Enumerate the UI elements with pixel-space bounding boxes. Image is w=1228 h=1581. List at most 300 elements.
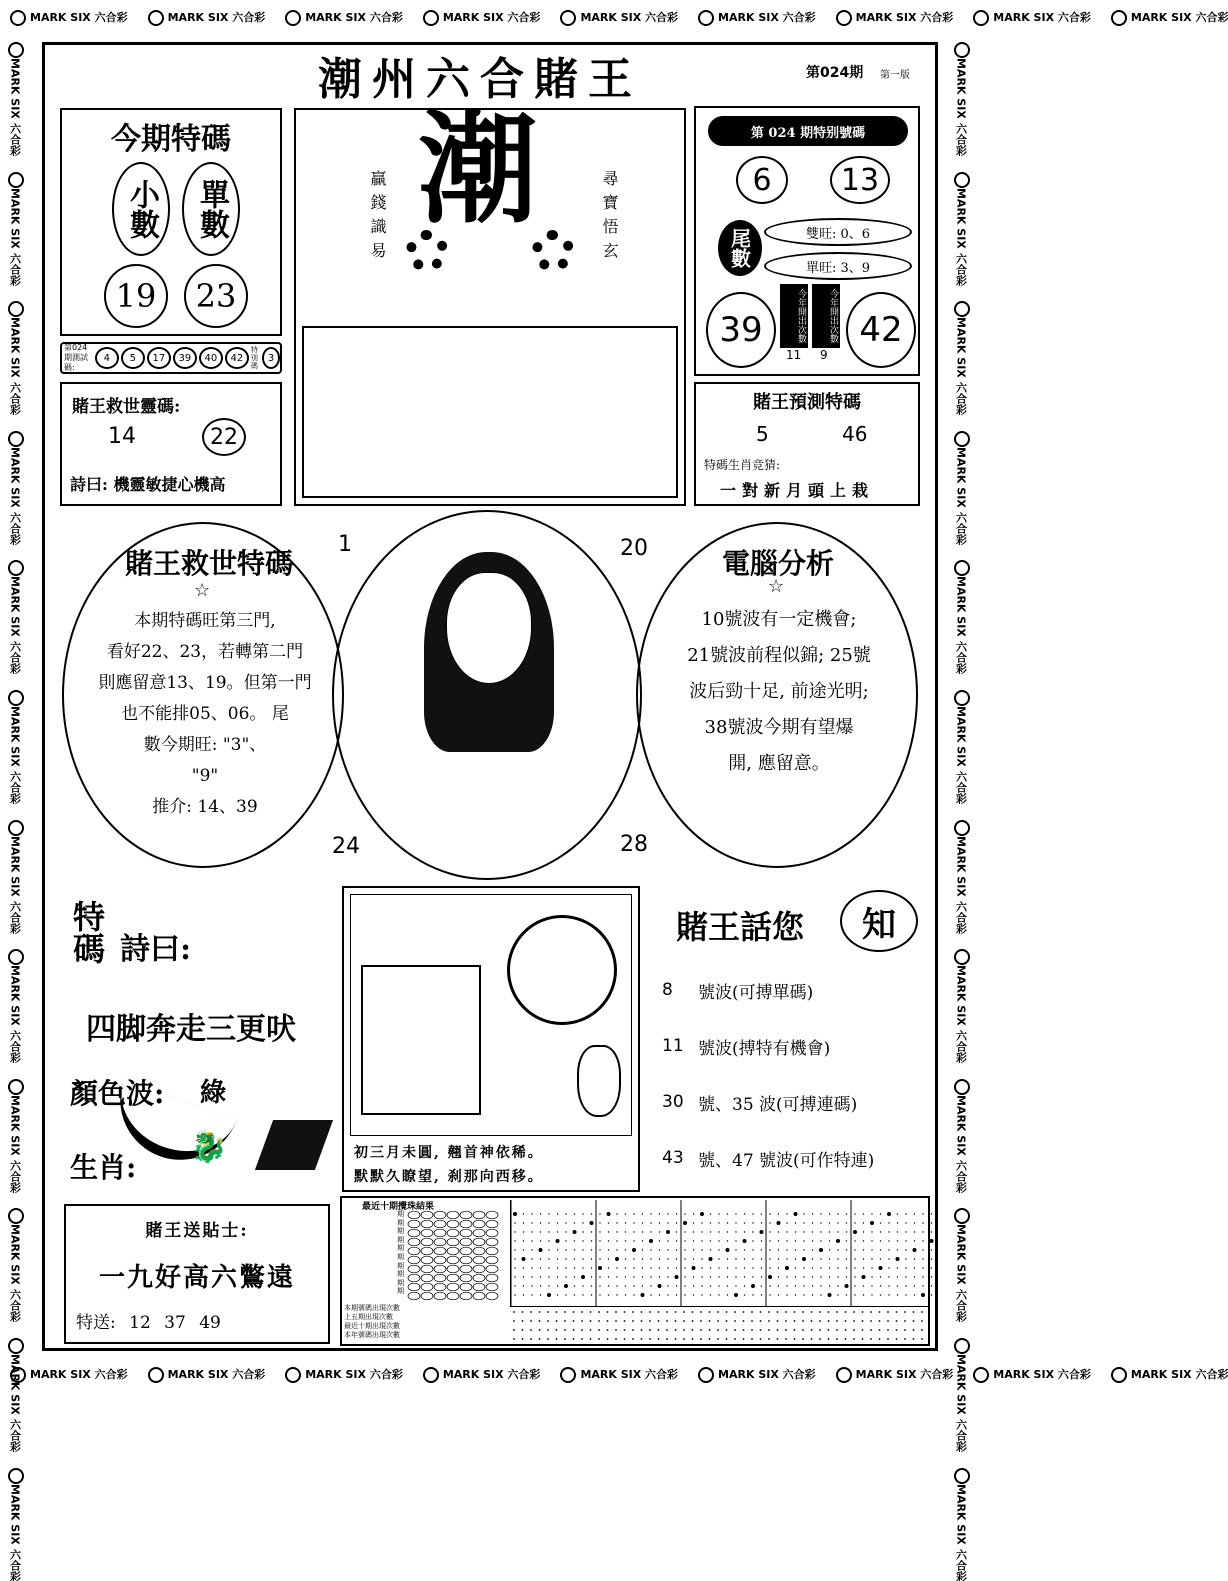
- ball-placeholder: [421, 1274, 433, 1282]
- dog-icon: 🐉: [190, 1130, 228, 1165]
- ball-placeholder: [421, 1229, 433, 1237]
- grid-dot: [684, 1231, 685, 1232]
- ball-placeholder: [434, 1274, 446, 1282]
- grid-dot: [752, 1294, 753, 1295]
- grid-dot: [922, 1231, 923, 1232]
- grid-dot: [778, 1213, 779, 1214]
- ball-placeholder: [473, 1265, 485, 1273]
- grid-dot: [650, 1213, 651, 1214]
- grid-dot: [880, 1258, 881, 1259]
- corner-number-28: 28: [620, 832, 648, 857]
- grid-dot: [846, 1222, 847, 1223]
- footer-dot: [641, 1311, 643, 1313]
- grid-dot: [761, 1285, 762, 1286]
- advice-item: [662, 1074, 924, 1130]
- grid-dot: [854, 1276, 855, 1277]
- flower-icon: [8, 301, 24, 317]
- flower-icon: [954, 820, 970, 836]
- flower-icon: [698, 10, 714, 26]
- grid-dot: [931, 1267, 932, 1268]
- grid-dot: [718, 1294, 719, 1295]
- test-code-label: 第024期測試碼:: [64, 343, 88, 372]
- grid-dot: [625, 1294, 626, 1295]
- grid-dot: [819, 1248, 823, 1252]
- color-value: 綠: [200, 1078, 227, 1108]
- grid-dot: [820, 1240, 821, 1241]
- footer-dot: [717, 1320, 719, 1322]
- grid-dot: [582, 1285, 583, 1286]
- grid-dot: [761, 1267, 762, 1268]
- corner-number-1: 1: [338, 532, 352, 557]
- grid-dot: [752, 1249, 753, 1250]
- test-number: 42: [225, 347, 249, 369]
- grid-dot: [701, 1285, 702, 1286]
- grid-dot: [914, 1294, 915, 1295]
- grid-dot: [727, 1231, 728, 1232]
- grid-dot: [599, 1213, 600, 1214]
- grid-dot: [922, 1240, 923, 1241]
- border-logo: MARK SIX 六合彩: [148, 9, 266, 26]
- grid-dot: [829, 1276, 830, 1277]
- footer-dot: [513, 1311, 515, 1313]
- results-row-label: 期: [397, 1244, 404, 1253]
- grid-dot: [922, 1276, 923, 1277]
- grid-dot: [905, 1240, 906, 1241]
- grid-dot: [752, 1231, 753, 1232]
- footer-dot: [649, 1320, 651, 1322]
- border-logo: MARK SIX 六合彩: [7, 690, 28, 804]
- footer-dot: [751, 1320, 753, 1322]
- grid-dot: [870, 1221, 874, 1225]
- grid-dot: [863, 1267, 864, 1268]
- footer-dot: [862, 1320, 864, 1322]
- grid-dot: [608, 1240, 609, 1241]
- advice-badge: 知: [840, 890, 918, 952]
- results-footer-label: 本期號碼出現次數: [344, 1304, 400, 1312]
- grid-dot: [548, 1276, 549, 1277]
- right-star-icon: ☆: [768, 576, 785, 597]
- grid-dot: [914, 1222, 915, 1223]
- grid-dot: [607, 1212, 611, 1216]
- flower-icon: [954, 301, 970, 317]
- results-row-label: 期: [397, 1252, 404, 1261]
- footer-dot: [649, 1329, 651, 1331]
- border-logo: MARK SIX 六合彩: [973, 1366, 1091, 1383]
- grid-dot: [769, 1240, 770, 1241]
- results-footer-label: 最近十期出現次數: [344, 1322, 400, 1330]
- footer-dot: [564, 1320, 566, 1322]
- grid-dot: [718, 1267, 719, 1268]
- grid-dot: [642, 1285, 643, 1286]
- grid-dot: [557, 1231, 558, 1232]
- grid-dot: [514, 1240, 515, 1241]
- grid-dot: [590, 1221, 594, 1225]
- footer-dot: [522, 1320, 524, 1322]
- footer-dot: [811, 1320, 813, 1322]
- grid-dot: [531, 1249, 532, 1250]
- grid-dot: [871, 1285, 872, 1286]
- oval-text-line: 開, 應留意。: [728, 753, 830, 774]
- grid-dot: [616, 1276, 617, 1277]
- grid-dot: [862, 1275, 866, 1279]
- footer-dot: [904, 1338, 906, 1340]
- grid-dot: [710, 1222, 711, 1223]
- grid-dot: [608, 1276, 609, 1277]
- grid-dot: [778, 1240, 779, 1241]
- footer-dot: [751, 1338, 753, 1340]
- grid-dot: [802, 1257, 806, 1261]
- ball-placeholder: [408, 1274, 420, 1282]
- grid-dot: [786, 1231, 787, 1232]
- footer-dot: [539, 1320, 541, 1322]
- ball-placeholder: [486, 1229, 498, 1237]
- border-logo: MARK SIX 六合彩: [1111, 1366, 1228, 1383]
- footer-dot: [913, 1338, 915, 1340]
- grid-dot: [557, 1276, 558, 1277]
- grid-dot: [931, 1294, 932, 1295]
- border-logo: MARK SIX 六合彩: [7, 42, 28, 156]
- grid-dot: [676, 1267, 677, 1268]
- grid-dot: [513, 1212, 517, 1216]
- grid-dot: [574, 1213, 575, 1214]
- ball-placeholder: [460, 1247, 472, 1255]
- grid-dot: [659, 1213, 660, 1214]
- footer-dot: [794, 1338, 796, 1340]
- ball-placeholder: [473, 1274, 485, 1282]
- grid-dot: [565, 1249, 566, 1250]
- flower-icon: [8, 560, 24, 576]
- border-logo: MARK SIX 六合彩: [953, 431, 974, 545]
- grid-dot: [795, 1249, 796, 1250]
- flower-icon: [560, 1367, 576, 1383]
- grid-dot: [556, 1239, 560, 1243]
- grid-dot: [523, 1231, 524, 1232]
- footer-dot: [802, 1311, 804, 1313]
- grid-dot: [744, 1213, 745, 1214]
- grid-dot: [905, 1276, 906, 1277]
- flower-icon: [698, 1367, 714, 1383]
- grid-dot: [829, 1258, 830, 1259]
- footer-dot: [539, 1338, 541, 1340]
- grid-dot: [633, 1222, 634, 1223]
- special-label: 特碼: [68, 900, 106, 964]
- grid-dot: [608, 1258, 609, 1259]
- grid-dot: [914, 1213, 915, 1214]
- grid-dot: [829, 1240, 830, 1241]
- grid-dot: [642, 1267, 643, 1268]
- oval-text-line: 則應留意13、19。但第一門: [98, 673, 312, 693]
- footer-dot: [904, 1320, 906, 1322]
- grid-dot: [930, 1239, 934, 1243]
- grid-dot: [922, 1258, 923, 1259]
- grid-dot: [718, 1240, 719, 1241]
- footer-dot: [581, 1338, 583, 1340]
- grid-dot: [829, 1285, 830, 1286]
- footer-dot: [692, 1320, 694, 1322]
- grid-dot: [709, 1257, 713, 1261]
- grid-dot: [632, 1248, 636, 1252]
- ball-placeholder: [421, 1292, 433, 1300]
- grid-dot: [761, 1276, 762, 1277]
- border-logo: MARK SIX 六合彩: [7, 820, 28, 934]
- footer-dot: [607, 1320, 609, 1322]
- grid-dot: [727, 1267, 728, 1268]
- footer-dot: [726, 1311, 728, 1313]
- grid-dot: [778, 1258, 779, 1259]
- advice-number: 43: [662, 1148, 684, 1168]
- grid-dot: [615, 1257, 619, 1261]
- grid-dot: [760, 1230, 764, 1234]
- footer-dot: [615, 1311, 617, 1313]
- flower-icon: [285, 10, 301, 26]
- advice-text: 號波(搏特有機會): [698, 1038, 831, 1059]
- grid-dot: [667, 1294, 668, 1295]
- border-logo: MARK SIX 六合彩: [953, 1338, 974, 1452]
- grid-dot: [837, 1276, 838, 1277]
- footer-dot: [709, 1320, 711, 1322]
- footer-dot: [836, 1338, 838, 1340]
- grid-dot: [837, 1222, 838, 1223]
- ball-placeholder: [434, 1256, 446, 1264]
- grid-dot: [565, 1258, 566, 1259]
- corner-number-24: 24: [332, 834, 360, 859]
- tip-text: 一九好高六鷩遠: [98, 1263, 295, 1293]
- grid-dot: [880, 1213, 881, 1214]
- grid-dot: [693, 1258, 694, 1259]
- grid-dot: [531, 1213, 532, 1214]
- grid-dot: [531, 1231, 532, 1232]
- footer-dot: [658, 1320, 660, 1322]
- grid-dot: [642, 1240, 643, 1241]
- ball-placeholder: [434, 1247, 446, 1255]
- grid-dot: [752, 1213, 753, 1214]
- moon-window: [507, 915, 617, 1025]
- ball-placeholder: [408, 1292, 420, 1300]
- grid-dot: [574, 1267, 575, 1268]
- results-row-label: 期: [397, 1270, 404, 1279]
- grid-dot: [548, 1249, 549, 1250]
- grid-dot: [523, 1294, 524, 1295]
- ball-placeholder: [408, 1256, 420, 1264]
- count-label-1: 今年開出次數: [780, 284, 808, 348]
- footer-dot: [777, 1311, 779, 1313]
- center-big-char: 潮: [418, 99, 538, 240]
- grid-dot: [922, 1249, 923, 1250]
- grid-dot: [863, 1213, 864, 1214]
- flower-icon: [1111, 1367, 1127, 1383]
- grid-dot: [769, 1249, 770, 1250]
- footer-dot: [666, 1311, 668, 1313]
- grid-dot: [548, 1285, 549, 1286]
- grid-dot: [752, 1267, 753, 1268]
- flower-icon: [8, 820, 24, 836]
- bottom-right-number: 42: [846, 292, 916, 368]
- results-balls-svg: [406, 1210, 506, 1302]
- grid-dot: [565, 1222, 566, 1223]
- footer-dot: [913, 1320, 915, 1322]
- grid-dot: [853, 1230, 857, 1234]
- grid-dot: [633, 1258, 634, 1259]
- left-coin-icon: [406, 230, 448, 272]
- grid-dot: [547, 1293, 551, 1297]
- grid-dot: [803, 1276, 804, 1277]
- grid-dot: [769, 1258, 770, 1259]
- special-number-2: 23: [184, 264, 248, 328]
- tip-box: [64, 1204, 330, 1344]
- grid-dot: [803, 1222, 804, 1223]
- grid-dot: [803, 1285, 804, 1286]
- grid-dot: [599, 1276, 600, 1277]
- grid-dot: [514, 1294, 515, 1295]
- center-right-text: 尋寶悟玄: [600, 170, 619, 266]
- grid-dot: [795, 1294, 796, 1295]
- footer-dot: [615, 1320, 617, 1322]
- footer-dot: [870, 1338, 872, 1340]
- flower-icon: [148, 1367, 164, 1383]
- footer-dot: [853, 1338, 855, 1340]
- border-logo: MARK SIX 六合彩: [10, 9, 128, 26]
- footer-dot: [717, 1329, 719, 1331]
- grid-dot: [829, 1231, 830, 1232]
- grid-dot: [565, 1213, 566, 1214]
- grid-dot: [633, 1285, 634, 1286]
- grid-dot: [710, 1231, 711, 1232]
- footer-dot: [590, 1329, 592, 1331]
- flower-icon: [954, 42, 970, 58]
- grid-dot: [863, 1249, 864, 1250]
- grid-dot: [803, 1231, 804, 1232]
- grid-dot: [548, 1240, 549, 1241]
- footer-dot: [887, 1338, 889, 1340]
- grid-dot: [625, 1258, 626, 1259]
- grid-dot: [591, 1276, 592, 1277]
- bottom-left-number: 39: [706, 292, 776, 368]
- grid-dot: [641, 1293, 645, 1297]
- grid-dot: [693, 1276, 694, 1277]
- footer-dot: [743, 1338, 745, 1340]
- grid-dot: [676, 1294, 677, 1295]
- border-logo: MARK SIX 六合彩: [148, 1366, 266, 1383]
- grid-dot: [659, 1240, 660, 1241]
- ball-placeholder: [486, 1292, 498, 1300]
- grid-dot: [880, 1285, 881, 1286]
- grid-dot: [871, 1276, 872, 1277]
- test-special-label: 特別碼: [250, 346, 258, 370]
- grid-dot: [676, 1258, 677, 1259]
- grid-dot: [659, 1249, 660, 1250]
- grid-dot: [514, 1258, 515, 1259]
- grid-dot: [769, 1213, 770, 1214]
- grid-dot: [846, 1231, 847, 1232]
- grid-dot: [829, 1249, 830, 1250]
- results-footer-svg: [510, 1307, 928, 1345]
- ball-placeholder: [447, 1283, 459, 1291]
- footer-dot: [785, 1320, 787, 1322]
- grid-dot: [633, 1231, 634, 1232]
- grid-dot: [557, 1258, 558, 1259]
- footer-dot: [734, 1329, 736, 1331]
- advice-text: 號、35 波(可搏連碼): [698, 1094, 858, 1115]
- grid-dot: [828, 1293, 832, 1297]
- footer-dot: [777, 1338, 779, 1340]
- portrait-face: [446, 572, 532, 684]
- grid-dot: [837, 1267, 838, 1268]
- grid-dot: [574, 1285, 575, 1286]
- grid-dot: [727, 1285, 728, 1286]
- grid-dot: [693, 1240, 694, 1241]
- grid-dot: [710, 1294, 711, 1295]
- grid-dot: [871, 1240, 872, 1241]
- footer-dot: [811, 1329, 813, 1331]
- footer-dot: [547, 1329, 549, 1331]
- footer-dot: [760, 1320, 762, 1322]
- grid-dot: [871, 1249, 872, 1250]
- results-row-label: 期: [397, 1278, 404, 1287]
- border-logo: MARK SIX 六合彩: [560, 1366, 678, 1383]
- grid-dot: [803, 1294, 804, 1295]
- border-logo: MARK SIX 六合彩: [836, 1366, 954, 1383]
- footer-dot: [896, 1338, 898, 1340]
- grid-dot: [684, 1267, 685, 1268]
- grid-dot: [769, 1231, 770, 1232]
- footer-dot: [768, 1320, 770, 1322]
- ball-placeholder: [486, 1238, 498, 1246]
- grid-dot: [599, 1258, 600, 1259]
- grid-dot: [548, 1222, 549, 1223]
- grid-dot: [676, 1240, 677, 1241]
- ball-placeholder: [460, 1229, 472, 1237]
- footer-dot: [828, 1320, 830, 1322]
- grid-dot: [523, 1285, 524, 1286]
- grid-dot: [675, 1275, 679, 1279]
- grid-dot: [914, 1285, 915, 1286]
- ball-placeholder: [473, 1247, 485, 1255]
- footer-dot: [870, 1320, 872, 1322]
- issue-number: 第024期: [806, 65, 864, 81]
- footer-dot: [734, 1311, 736, 1313]
- test-code-row: [60, 342, 282, 374]
- grid-dot: [888, 1231, 889, 1232]
- grid-dot: [897, 1240, 898, 1241]
- grid-dot: [658, 1284, 662, 1288]
- footer-dot: [921, 1311, 923, 1313]
- footer-dot: [760, 1311, 762, 1313]
- flower-icon: [560, 10, 576, 26]
- footer-dot: [547, 1338, 549, 1340]
- ball-placeholder: [408, 1211, 420, 1219]
- border-logo: MARK SIX 六合彩: [953, 301, 974, 415]
- grid-dot: [837, 1213, 838, 1214]
- grid-dot: [914, 1267, 915, 1268]
- grid-dot: [574, 1222, 575, 1223]
- grid-dot: [914, 1240, 915, 1241]
- grid-dot: [931, 1258, 932, 1259]
- left-oval-title: 賭王救世特碼: [124, 547, 293, 580]
- ball-placeholder: [434, 1283, 446, 1291]
- grid-dot: [812, 1285, 813, 1286]
- footer-dot: [870, 1311, 872, 1313]
- grid-dot: [540, 1231, 541, 1232]
- footer-dot: [896, 1320, 898, 1322]
- grid-dot: [812, 1258, 813, 1259]
- oval-text-line: 波后勁十足, 前途光明;: [689, 681, 869, 702]
- footer-dot: [921, 1320, 923, 1322]
- grid-dot: [701, 1249, 702, 1250]
- test-number: 39: [173, 347, 197, 369]
- grid-dot: [905, 1249, 906, 1250]
- grid-dot: [914, 1258, 915, 1259]
- grid-dot: [778, 1276, 779, 1277]
